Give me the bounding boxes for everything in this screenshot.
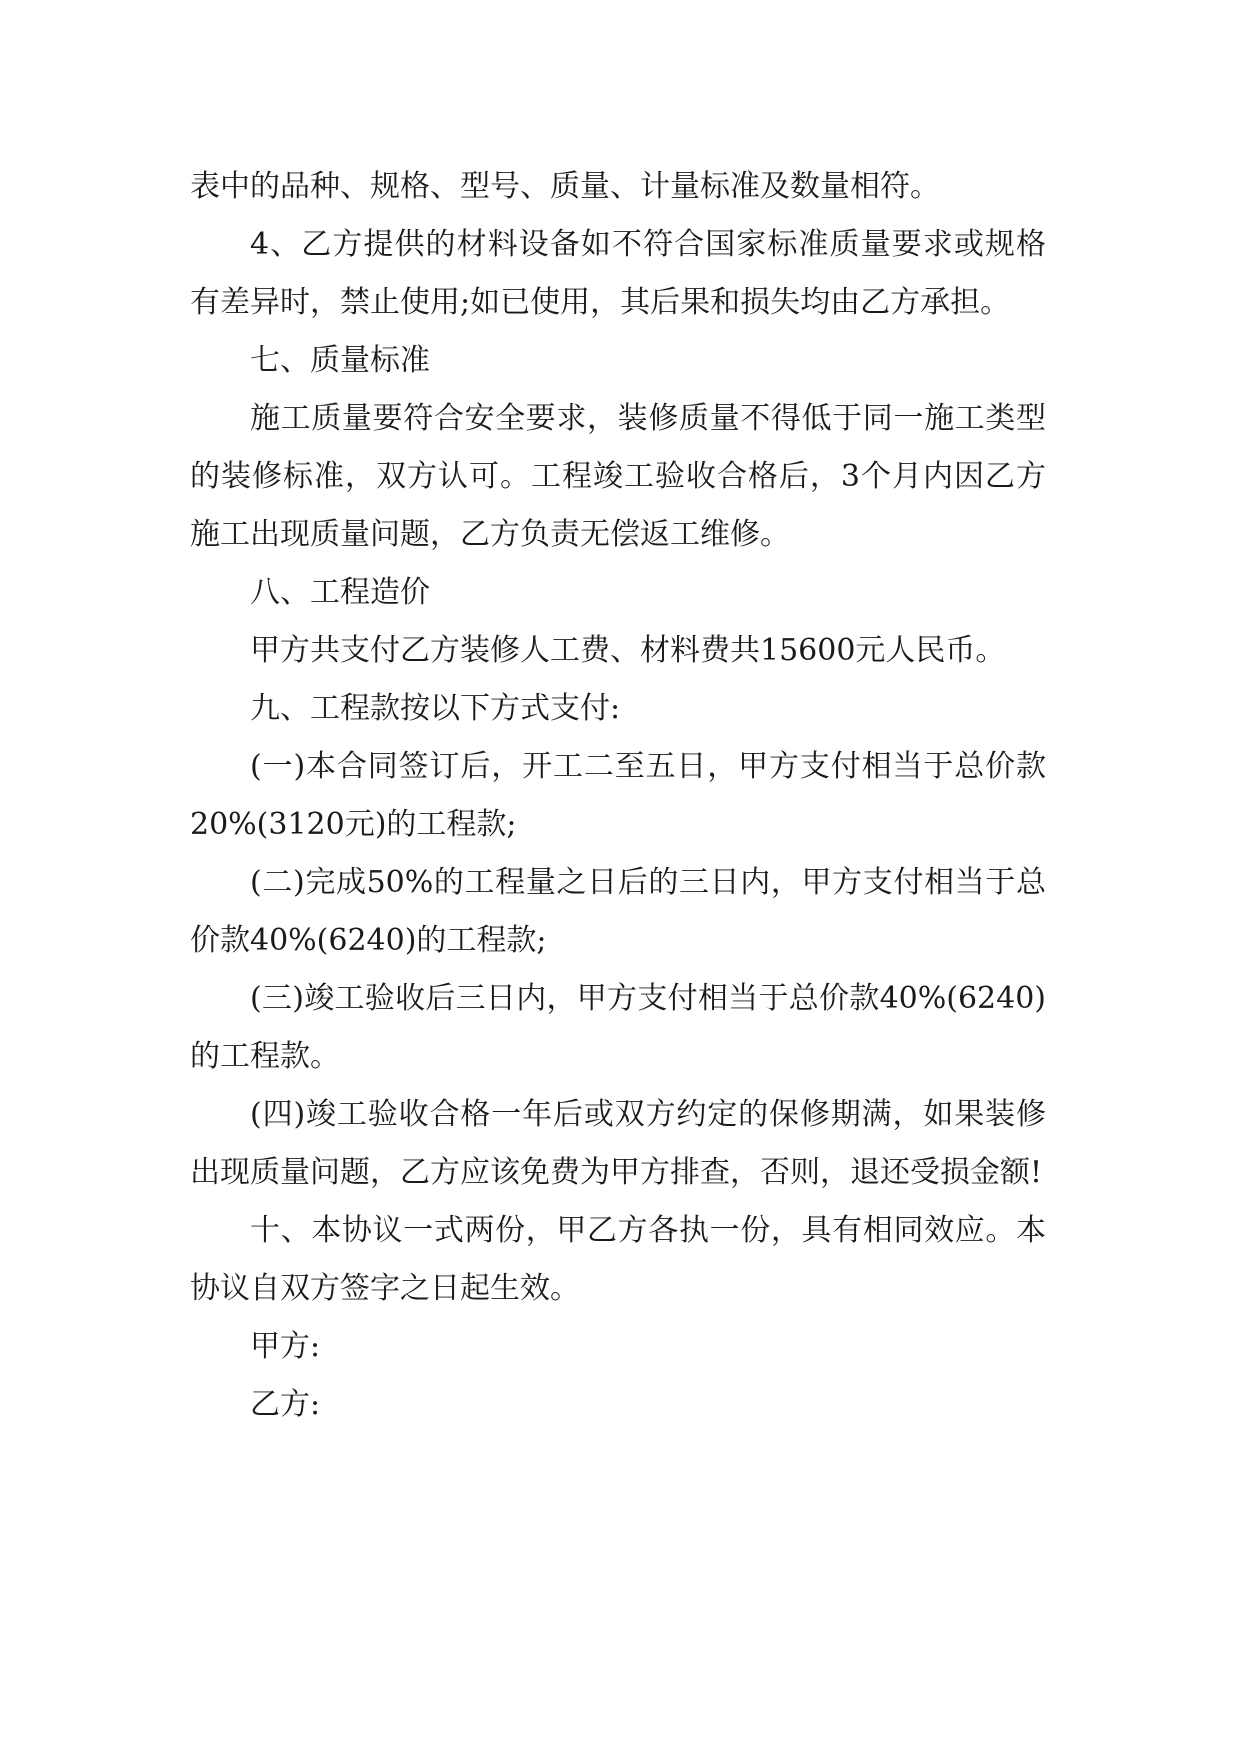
paragraph-agreement-copies: 十、本协议一式两份，甲乙方各执一份，具有相同效应。本协议自双方签字之日起生效。 (190, 1213, 1046, 1306)
paragraph-clause-4-materials: 4、乙方提供的材料设备如不符合国家标准质量要求或规格有差异时，禁止使用;如已使用，其后果和损失均由乙方承担。 (190, 227, 1046, 320)
paragraph-payment-2: (二)完成50%的工程量之日后的三日内，甲方支付相当于总价款40%(6240)的工程款; (190, 865, 1046, 958)
document-body (190, 158, 1046, 1434)
paragraph-materials-conformity: 表中的品种、规格、型号、质量、计量标准及数量相符。 (190, 169, 940, 204)
paragraph-payment-3: (三)竣工验收后三日内，甲方支付相当于总价款40%(6240)的工程款。 (190, 981, 1046, 1074)
paragraph-total-cost: 甲方共支付乙方装修人工费、材料费共15600元人民币。 (250, 633, 1006, 668)
signature-party-b: 乙方: (250, 1387, 321, 1422)
paragraph-payment-4: (四)竣工验收合格一年后或双方约定的保修期满，如果装修出现质量问题，乙方应该免费为甲方排查，否则，退还受损金额! (190, 1097, 1046, 1190)
heading-project-cost: 八、工程造价 (250, 575, 430, 610)
heading-quality-standard: 七、质量标准 (250, 343, 430, 378)
paragraph-quality-requirements: 施工质量要符合安全要求，装修质量不得低于同一施工类型的装修标准，双方认可。工程竣工验收合格后，3个月内因乙方施工出现质量问题，乙方负责无偿返工维修。 (190, 401, 1046, 552)
paragraph-payment-1: (一)本合同签订后，开工二至五日，甲方支付相当于总价款20%(3120元)的工程款; (190, 749, 1046, 842)
heading-payment-terms: 九、工程款按以下方式支付: (250, 691, 621, 726)
signature-party-a: 甲方: (250, 1329, 321, 1364)
